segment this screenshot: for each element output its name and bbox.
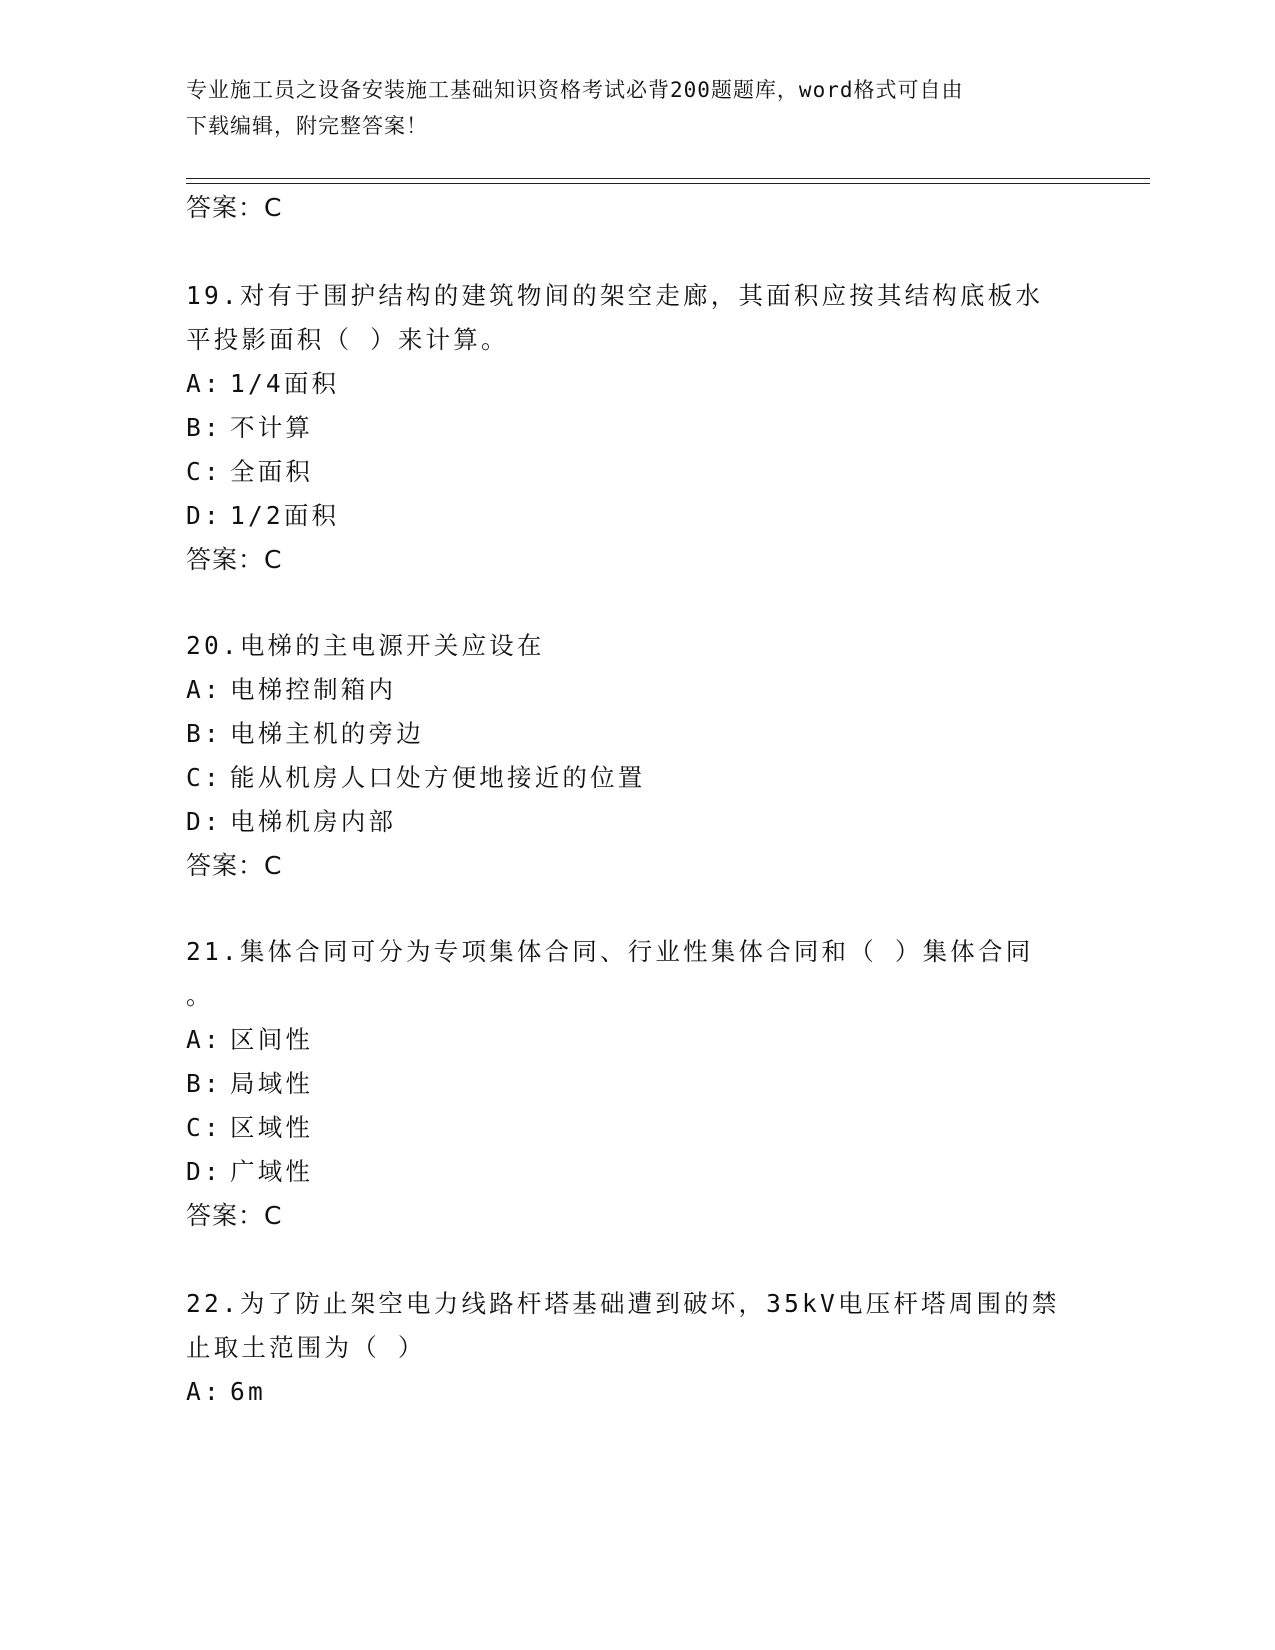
question-21-option-a bbox=[186, 1024, 313, 1056]
question-19-option-d bbox=[186, 500, 339, 532]
option-text: 全面积 bbox=[230, 457, 314, 486]
question-19-option-b bbox=[186, 412, 313, 444]
option-label: C: bbox=[186, 457, 222, 486]
option-text: 局域性 bbox=[230, 1069, 314, 1098]
question-19-stem-line-2: 平投影面积（ ）来计算。 bbox=[186, 325, 509, 354]
question-22-stem-line-1: 22.为了防止架空电力线路杆塔基础遭到破坏，35kV电压杆塔周围的禁 bbox=[186, 1289, 1060, 1318]
question-19-stem-line-1: 19.对有于围护结构的建筑物间的架空走廊，其面积应按其结构底板水 bbox=[186, 281, 1044, 310]
option-text: 1/4面积 bbox=[230, 369, 340, 398]
question-20-option-d bbox=[186, 806, 396, 838]
question-21-option-b bbox=[186, 1068, 313, 1100]
option-label: B: bbox=[186, 1069, 222, 1098]
option-label: D: bbox=[186, 501, 222, 530]
option-text: 区域性 bbox=[230, 1113, 314, 1142]
option-label: A: bbox=[186, 1025, 222, 1054]
question-20-answer: 答案：C bbox=[186, 851, 283, 880]
option-label: A: bbox=[186, 675, 222, 704]
question-21-stem-line-1: 21.集体合同可分为专项集体合同、行业性集体合同和（ ）集体合同 bbox=[186, 937, 1034, 966]
option-text: 不计算 bbox=[230, 413, 314, 442]
option-label: D: bbox=[186, 807, 222, 836]
question-20-option-c bbox=[186, 762, 646, 794]
option-label: C: bbox=[186, 763, 222, 792]
option-label: A: bbox=[186, 1377, 222, 1406]
question-22-stem-line-2: 止取土范围为（ ） bbox=[186, 1333, 426, 1362]
question-21-option-d bbox=[186, 1156, 313, 1188]
answer-line: 答案：C bbox=[186, 193, 283, 222]
option-text: 区间性 bbox=[230, 1025, 314, 1054]
option-label: B: bbox=[186, 413, 222, 442]
option-label: C: bbox=[186, 1113, 222, 1142]
question-22-option-a bbox=[186, 1376, 266, 1408]
option-label: B: bbox=[186, 719, 222, 748]
option-text: 1/2面积 bbox=[230, 501, 340, 530]
question-21-stem-line-2: 。 bbox=[186, 981, 214, 1010]
page-header bbox=[186, 72, 1086, 144]
header-divider-bottom bbox=[186, 183, 1150, 184]
option-text: 广域性 bbox=[230, 1157, 314, 1186]
header-divider-top bbox=[186, 178, 1150, 179]
question-19-answer: 答案：C bbox=[186, 545, 283, 574]
question-19-option-c bbox=[186, 456, 313, 488]
question-20-stem-line-1: 20.电梯的主电源开关应设在 bbox=[186, 631, 545, 660]
question-19-option-a bbox=[186, 368, 339, 400]
option-text: 电梯主机的旁边 bbox=[230, 719, 424, 748]
option-text: 电梯控制箱内 bbox=[230, 675, 397, 704]
question-21-answer: 答案：C bbox=[186, 1201, 283, 1230]
option-text: 能从机房人口处方便地接近的位置 bbox=[230, 763, 646, 792]
question-20-option-b bbox=[186, 718, 424, 750]
option-label: A: bbox=[186, 369, 222, 398]
header-line-1: 专业施工员之设备安装施工基础知识资格考试必背200题题库，word格式可自由 bbox=[186, 78, 964, 102]
option-text: 电梯机房内部 bbox=[230, 807, 397, 836]
option-label: D: bbox=[186, 1157, 222, 1186]
header-line-2: 下载编辑，附完整答案！ bbox=[186, 114, 428, 138]
question-21-option-c bbox=[186, 1112, 313, 1144]
question-20-option-a bbox=[186, 674, 396, 706]
option-text: 6m bbox=[230, 1377, 266, 1406]
